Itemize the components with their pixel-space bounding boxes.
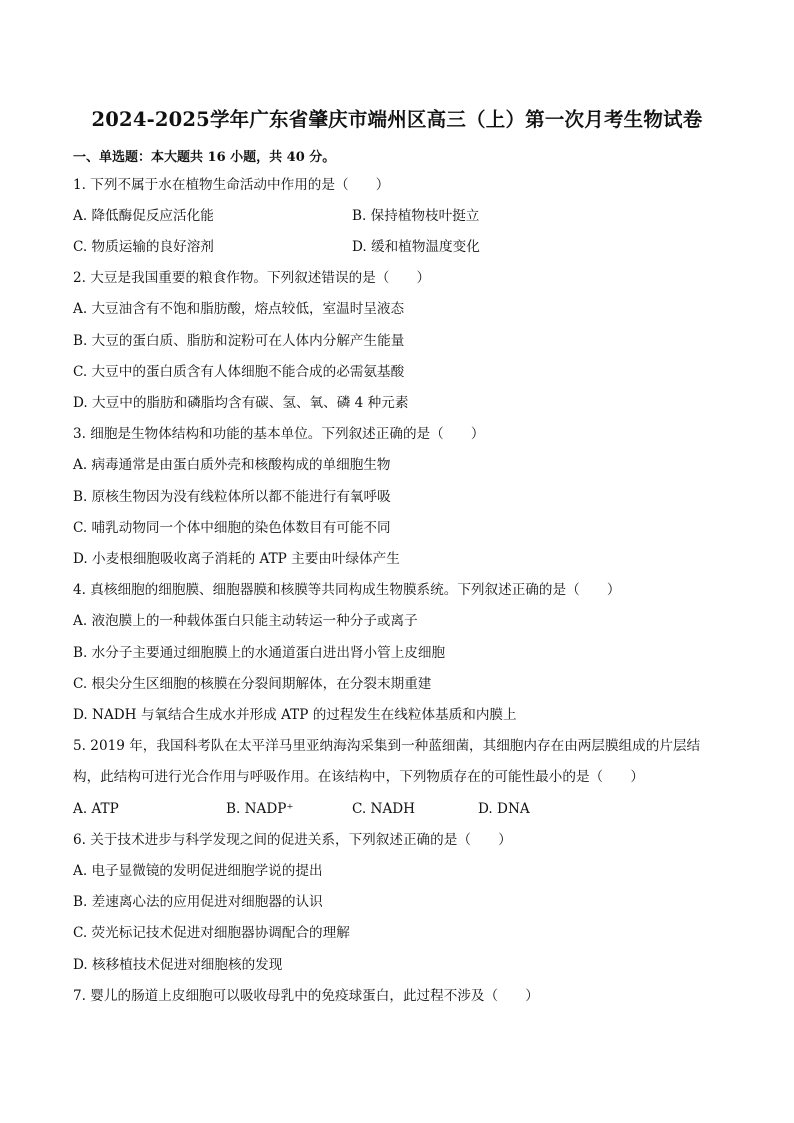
question-6-stem: 6. 关于技术进步与科学发现之间的促进关系，下列叙述正确的是（ ） [73,832,512,848]
question-2-stem: 2. 大豆是我国重要的粮食作物。下列叙述错误的是（ ） [73,270,431,286]
question-2-option-b: B. 大豆的蛋白质、脂肪和淀粉可在人体内分解产生能量 [73,333,405,349]
question-1-option-a: A. 降低酶促反应活化能 [73,208,214,224]
question-1-stem: 1. 下列不属于水在植物生命活动中作用的是（ ） [73,177,390,193]
question-6-option-b: B. 差速离心法的应用促进对细胞器的认识 [73,894,323,910]
question-1-option-d: D. 缓和植物温度变化 [352,239,480,255]
question-6-option-a: A. 电子显微镜的发明促进细胞学说的提出 [73,863,323,879]
question-6-option-c: C. 荧光标记技术促进对细胞器协调配合的理解 [73,925,350,941]
question-2-option-c: C. 大豆中的蛋白质含有人体细胞不能合成的必需氨基酸 [73,364,405,380]
question-3-stem: 3. 细胞是生物体结构和功能的基本单位。下列叙述正确的是（ ） [73,426,485,442]
question-6-option-d: D. 核移植技术促进对细胞核的发现 [73,957,283,973]
question-5-option-a: A. ATP [73,801,119,817]
question-3-option-b: B. 原核生物因为没有线粒体所以都不能进行有氧呼吸 [73,489,391,505]
question-5-option-d: D. DNA [478,801,530,817]
question-2-option-a: A. 大豆油含有不饱和脂肪酸，熔点较低，室温时呈液态 [73,301,405,317]
question-5-option-c: C. NADH [352,801,416,817]
question-1-option-b: B. 保持植物枝叶挺立 [352,208,480,224]
exam-title: 2024-2025学年广东省肇庆市端州区高三（上）第一次月考生物试卷 [91,108,703,131]
question-4-stem: 4. 真核细胞的细胞膜、细胞器膜和核膜等共同构成生物膜系统。下列叙述正确的是（ ） [73,582,621,598]
question-1-option-c: C. 物质运输的良好溶剂 [73,239,214,255]
question-4-option-d: D. NADH 与氧结合生成水并形成 ATP 的过程发生在线粒体基质和内膜上 [73,707,517,723]
question-4-option-c: C. 根尖分生区细胞的核膜在分裂间期解体，在分裂末期重建 [73,676,432,692]
question-4-option-a: A. 液泡膜上的一种载体蛋白只能主动转运一种分子或离子 [73,613,418,629]
question-3-option-d: D. 小麦根细胞吸收离子消耗的 ATP 主要由叶绿体产生 [73,551,400,567]
section-heading: 一、单选题：本大题共 16 小题，共 40 分。 [73,150,336,165]
question-7-stem: 7. 婴儿的肠道上皮细胞可以吸收母乳中的免疫球蛋白，此过程不涉及（ ） [73,988,539,1004]
question-5-stem-line-2: 构，此结构可进行光合作用与呼吸作用。在该结构中，下列物质存在的可能性最小的是（ ） [73,769,644,785]
question-3-option-a: A. 病毒通常是由蛋白质外壳和核酸构成的单细胞生物 [73,457,391,473]
question-5-stem-line-1: 5. 2019 年，我国科考队在太平洋马里亚纳海沟采集到一种蓝细菌，其细胞内存在由两层膜组成的片层结 [73,738,701,754]
question-3-option-c: C. 哺乳动物同一个体中细胞的染色体数目有可能不同 [73,520,391,536]
question-5-option-b: B. NADP⁺ [226,801,294,817]
question-4-option-b: B. 水分子主要通过细胞膜上的水通道蛋白进出肾小管上皮细胞 [73,645,446,661]
question-2-option-d: D. 大豆中的脂肪和磷脂均含有碳、氢、氧、磷 4 种元素 [73,395,409,411]
